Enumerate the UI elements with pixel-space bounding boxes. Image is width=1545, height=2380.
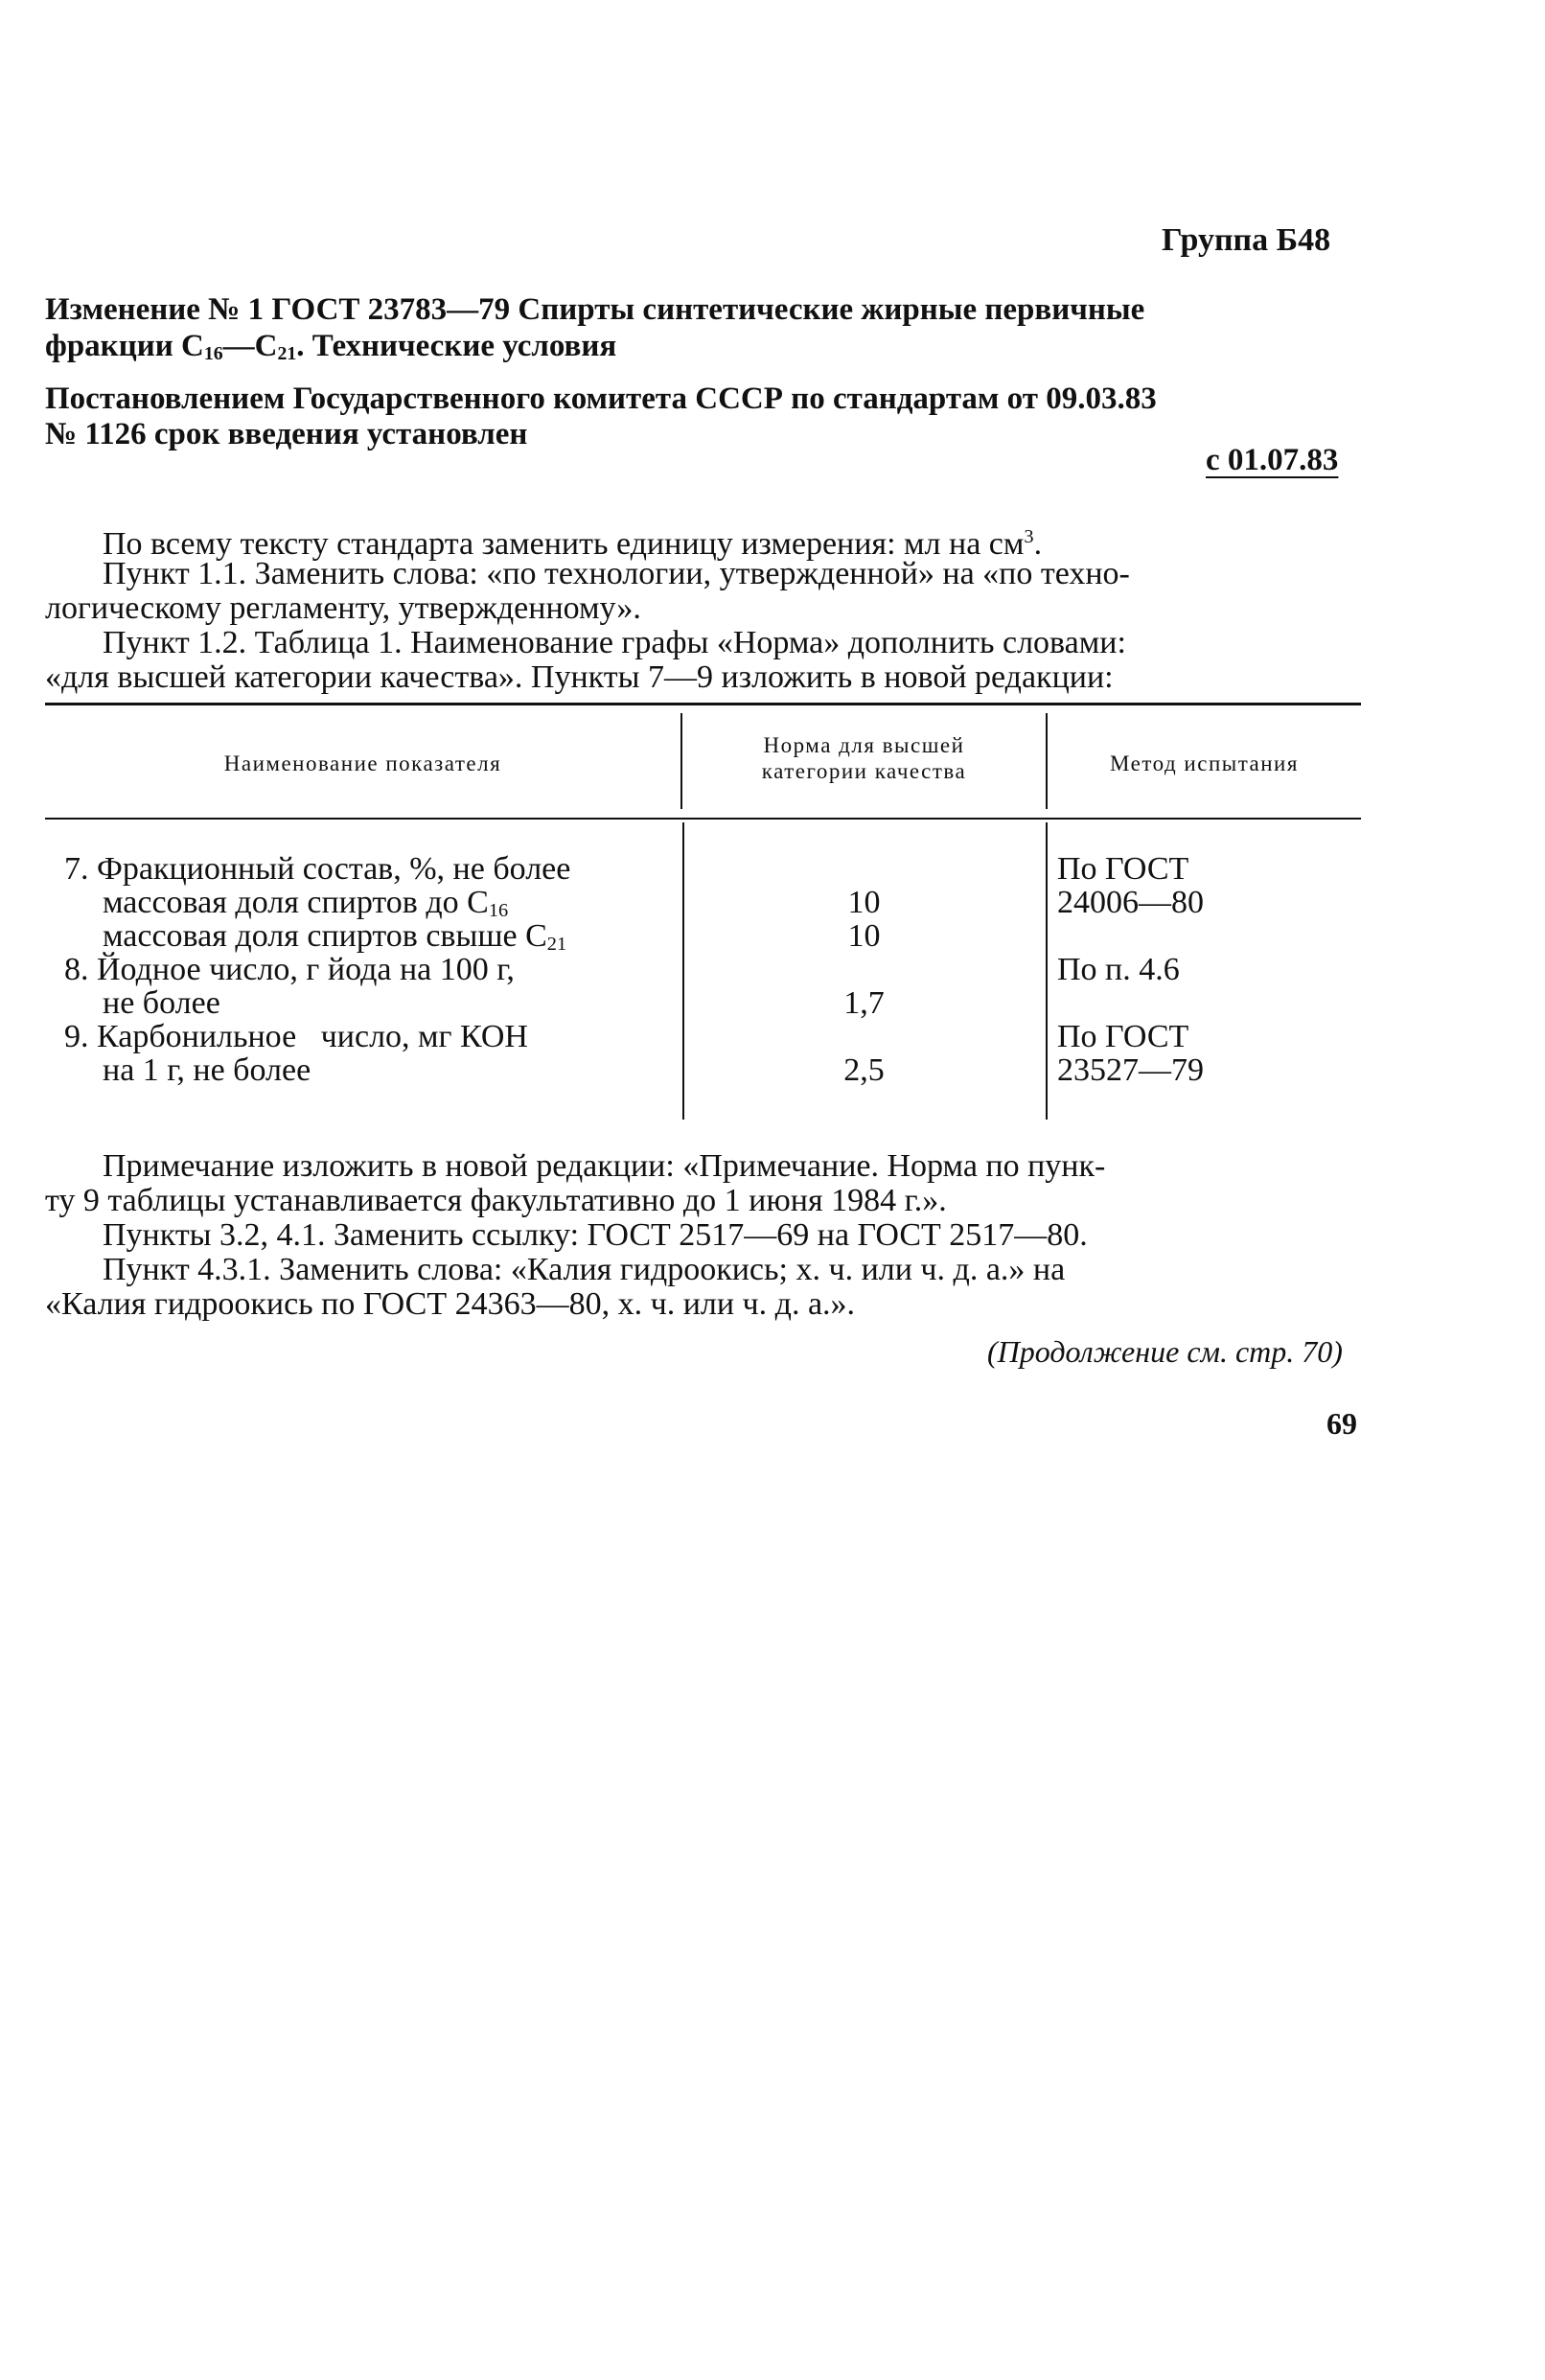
table-cell-method: По ГОСТ — [1057, 1019, 1189, 1054]
table-cell-method: 23527—79 — [1057, 1052, 1204, 1088]
table-cell-name: не более — [103, 985, 220, 1021]
table-cell-norm: 10 — [847, 918, 881, 954]
decree-number-line: № 1126 срок введения установлен — [45, 417, 528, 451]
group-label: Группа Б48 — [1162, 222, 1331, 258]
table-cell-name: массовая доля спиртов до $C_{16}$ — [103, 885, 509, 921]
paragraph-1-1-line1: Пункт 1.1. Заменить слова: «по технологии, утвержденной» на «по техно- — [103, 556, 1130, 591]
table-cell-name: массовая доля спиртов свыше $C_{21}$ — [103, 918, 567, 955]
table-cell-name: 7. Фракционный состав, %, не более — [64, 851, 571, 887]
paragraph-units: По всему тексту стандарта заменить единицу измерения: мл на $см^3$. — [103, 526, 1043, 562]
page-number: 69 — [1326, 1406, 1357, 1441]
table-cell-method: 24006—80 — [1057, 885, 1204, 920]
body-divider-2 — [1046, 822, 1048, 1120]
paragraph-note-line1: Примечание изложить в новой редакции: «Примечание. Норма по пунк- — [103, 1148, 1106, 1184]
amendment-subtitle: фракции $C_{16}—C_{21}$. Технические условия — [45, 329, 617, 364]
paragraph-1-1-line2: логическому регламенту, утвержденному». — [45, 590, 641, 626]
paragraph-3-2: Пункты 3.2, 4.1. Заменить ссылку: ГОСТ 2517—69 на ГОСТ 2517—80. — [103, 1217, 1088, 1253]
amendment-title: Изменение № 1 ГОСТ 23783—79 Спирты синтетические жирные первичные — [45, 292, 1145, 327]
decree-line: Постановлением Государственного комитета СССР по стандартам от 09.03.83 — [45, 381, 1157, 416]
table-cell-name: 8. Йодное число, г йода на 100 г, — [64, 952, 515, 987]
paragraph-4-3-1-line1: Пункт 4.3.1. Заменить слова: «Калия гидроокись; х. ч. или ч. д. а.» на — [103, 1252, 1066, 1287]
paragraph-1-2-line1: Пункт 1.2. Таблица 1. Наименование графы «Норма» дополнить словами: — [103, 625, 1126, 660]
table-cell-method: По п. 4.6 — [1057, 952, 1180, 987]
paragraph-1-2-line2: «для высшей категории качества». Пункты 7—9 изложить в новой редакции: — [45, 659, 1114, 695]
continuation-note: (Продолжение см. стр. 70) — [987, 1334, 1343, 1369]
effective-date: с 01.07.83 — [1206, 443, 1339, 477]
paragraph-note-line2: ту 9 таблицы устанавливается факультативно до 1 июня 1984 г.». — [45, 1183, 947, 1218]
col-header-method: Метод испытания — [1110, 751, 1299, 775]
table-cell-method: По ГОСТ — [1057, 851, 1189, 887]
paragraph-4-3-1-line2: «Калия гидроокись по ГОСТ 24363—80, х. ч. или ч. д. а.». — [45, 1286, 856, 1322]
col-header-indicator: Наименование показателя — [223, 751, 502, 775]
table-header-rule — [45, 818, 1361, 820]
table-cell-name: на 1 г, не более — [103, 1052, 311, 1088]
table-cell-name: 9. Карбонильное число, мг КОН — [64, 1019, 528, 1054]
table-cell-norm: 2,5 — [843, 1052, 885, 1088]
table-cell-norm: 10 — [847, 885, 881, 920]
table-top-rule — [45, 703, 1361, 705]
table-cell-norm: 1,7 — [843, 985, 885, 1021]
col-header-norm: Норма для высшей категории качества — [761, 733, 967, 783]
